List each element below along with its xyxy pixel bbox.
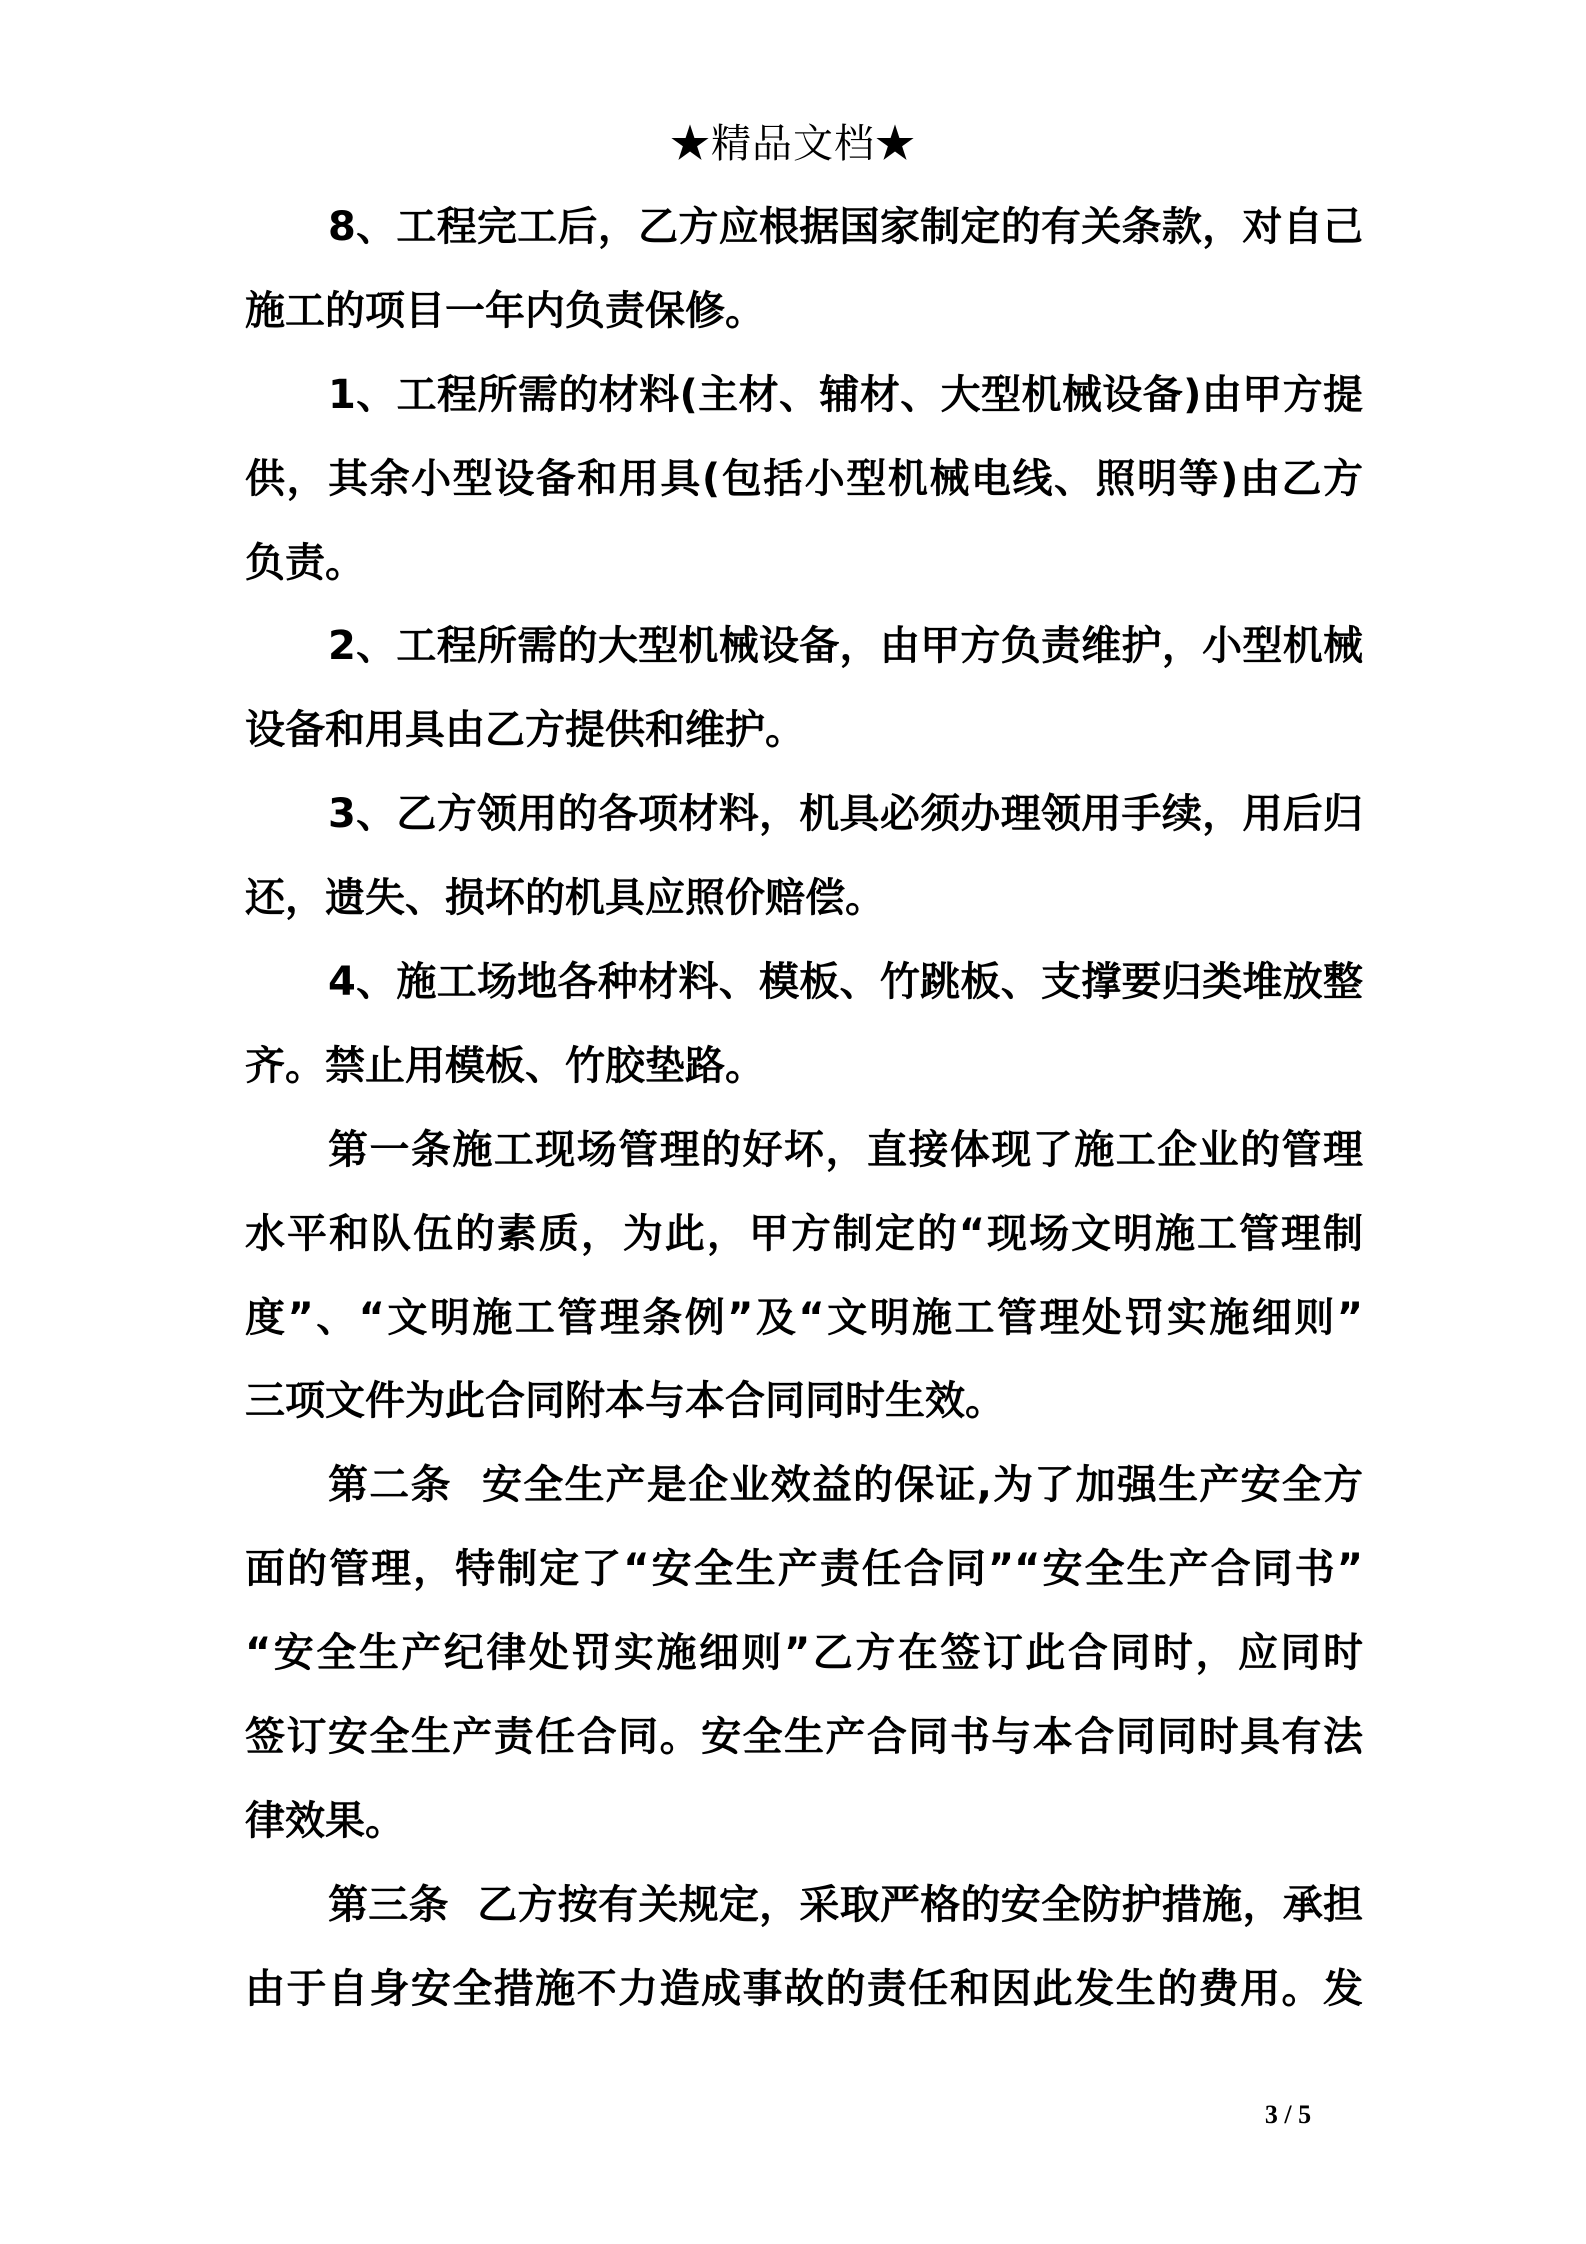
paragraph-line: 8、工程完工后，乙方应根据国家制定的有关条款，对自己 — [328, 204, 1363, 250]
paragraph — [245, 186, 1363, 354]
paragraph-line: 第一条施工现场管理的好坏，直接体现了施工企业的管理 — [328, 1126, 1363, 1173]
paragraph-line: 还，遗失、损坏的机具应照价赔偿。 — [245, 875, 885, 922]
paragraph-line: 面的管理，特制定了“安全生产责任合同”“安全生产合同书” — [245, 1546, 1363, 1593]
paragraph-line: 2、工程所需的大型机械设备，由甲方负责维护，小型机械 — [328, 623, 1363, 670]
paragraph-line: 度”、“文明施工管理条例”及“文明施工管理处罚实施细则” — [245, 1294, 1363, 1341]
paragraph — [245, 773, 1363, 941]
paragraph-line: 律效果。 — [245, 1797, 405, 1844]
paragraph-line: 设备和用具由乙方提供和维护。 — [245, 707, 805, 754]
paragraph-line: 由于自身安全措施不力造成事故的责任和因此发生的费用。发 — [245, 1965, 1363, 2012]
paragraph — [245, 1109, 1363, 1445]
paragraph — [245, 605, 1363, 773]
paragraph-line: 第三条 乙方按有关规定，采取严格的安全防护措施，承担 — [328, 1881, 1363, 1928]
paragraph — [245, 354, 1363, 606]
page-number: 3 / 5 — [1264, 2100, 1312, 2129]
paragraph-line: 三项文件为此合同附本与本合同同时生效。 — [245, 1378, 1005, 1425]
paragraph-line: 齐。禁止用模板、竹胶垫路。 — [245, 1042, 765, 1089]
paragraph — [245, 1444, 1363, 1863]
paragraph-line: 水平和队伍的素质，为此，甲方制定的“现场文明施工管理制 — [245, 1210, 1363, 1257]
paragraph-line: 供，其余小型设备和用具(包括小型机械电线、照明等)由乙方 — [245, 455, 1363, 502]
document-body — [245, 186, 1363, 2036]
paragraph-line: 签订安全生产责任合同。安全生产合同书与本合同同时具有法 — [245, 1714, 1363, 1761]
paragraph-line: 第二条 安全生产是企业效益的保证,为了加强生产安全方 — [328, 1462, 1363, 1509]
paragraph-line: 负责。 — [245, 539, 365, 586]
document-header-title: ★精品文档★ — [670, 121, 916, 166]
paragraph-line: 4、施工场地各种材料、模板、竹跳板、支撑要归类堆放整 — [328, 959, 1363, 1006]
paragraph — [245, 941, 1363, 1109]
paragraph-line: 3、乙方领用的各项材料，机具必须办理领用手续，用后归 — [328, 791, 1363, 838]
paragraph-line: 1、工程所需的材料(主材、辅材、大型机械设备)由甲方提 — [328, 371, 1363, 418]
paragraph-line: “安全生产纪律处罚实施细则”乙方在签订此合同时，应同时 — [245, 1630, 1363, 1677]
paragraph-line: 施工的项目一年内负责保修。 — [245, 287, 765, 334]
paragraph — [245, 1864, 1363, 2032]
